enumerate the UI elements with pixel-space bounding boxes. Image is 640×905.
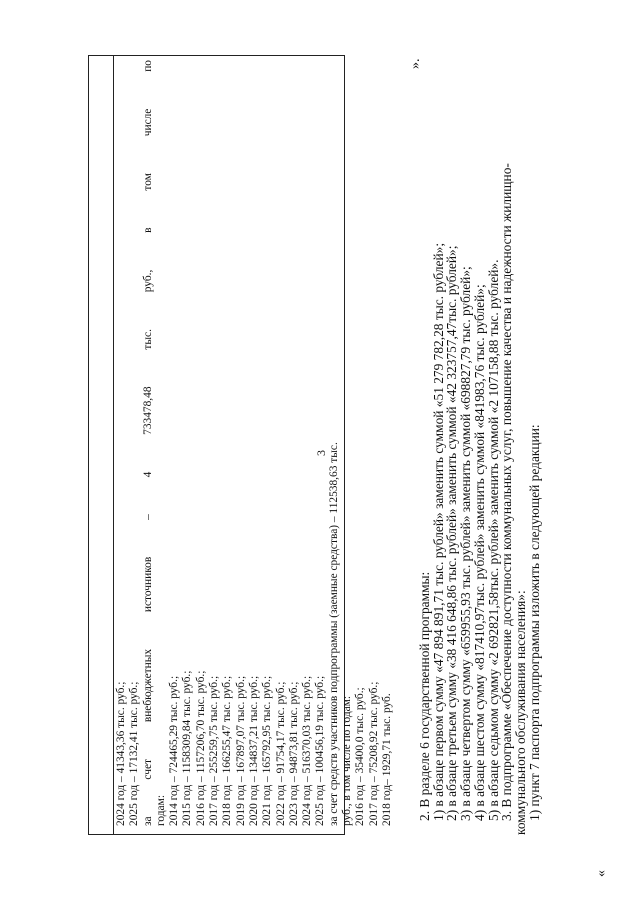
table-line: 2023 год – 94873,81 тыс. руб.; xyxy=(287,681,300,826)
paragraph-item-1: 1) в абзаце первом сумму «47 894 891,71 тыс. рублей» заменить суммой «51 279 782,28 тыс. рублей»; xyxy=(430,242,446,821)
document-body xyxy=(418,55,541,835)
closing-quote: ». xyxy=(408,58,423,69)
paragraph-item-5: 5) в абзаце седьмом сумму «2 692821,58тыс. рублей» заменить суммой «2 107158,88 тыс. рублей». xyxy=(485,259,501,821)
table-line: 2022 год – 91754,17 тыс. руб.; xyxy=(274,681,287,826)
paragraph-passport-item: 1) пункт 7 паспорта подпрограммы изложить в следующей редакции: xyxy=(526,424,542,821)
table-cell-financing xyxy=(113,56,394,834)
opening-quote: « xyxy=(594,870,609,877)
table-line: 2018 год – 166255,47 тыс. руб.; xyxy=(221,675,234,826)
table-line: 2020 год – 134837,21 тыс. руб.; xyxy=(247,675,260,826)
paragraph-section-6: 2. В разделе 6 государственной программы: xyxy=(417,571,432,821)
table-line: 2015 год – 1158309,84 тыс. руб.; xyxy=(181,670,194,826)
paragraph-item-4: 4) в абзаце шестом сумму «817410,97тыс. рублей» заменить суммой «841983,76 тыс. рублей»; xyxy=(471,284,487,821)
passport-table xyxy=(88,55,393,835)
table-line: 2025 год – 100456,19 тыс. руб.; xyxy=(314,675,327,826)
table-line: руб., в том числе по годам: xyxy=(341,695,354,826)
table-line: 2019 год – 167897,07 тыс. руб.; xyxy=(234,675,247,826)
paragraph-subprogram-cont: коммунального обслуживания населения»: xyxy=(512,590,528,835)
paragraph-item-3: 3) в абзаце четвертом сумму «659955,93 тыс. рублей» заменить суммой «698827,79 тыс. рублей»; xyxy=(458,266,474,821)
table-line: 2014 год – 724465,29 тыс. руб.; xyxy=(168,675,181,826)
table-line: 2018 год– 1929,71 тыс. руб. xyxy=(380,693,393,826)
table-line: 2016 год – 1157206,70 тыс. руб.; xyxy=(194,670,207,826)
paragraph-item-2: 2) в абзаце третьем сумму «38 416 648,86 тыс. рублей» заменить суммой «42 323757,47тыс. рублей»; xyxy=(444,245,460,821)
table-line: 2017 год – 75208,92 тыс. руб.; xyxy=(367,681,380,826)
table-line: 2024 год – 516370,03 тыс. руб.; xyxy=(301,675,314,826)
table-line: 2025 год – 17132,41 тыс. руб.; xyxy=(128,681,141,826)
table-line: 2016 год – 35400,0 тыс. руб.; xyxy=(354,687,367,826)
table-line: 2017 год – 255259,75 тыс. руб.; xyxy=(208,675,221,826)
page-number: 3 xyxy=(314,450,328,456)
table-line: 2021 год – 165792,95 тыс. руб.; xyxy=(261,675,274,826)
table-line: годам: xyxy=(154,795,167,826)
table-line: за счет средств участников подпрограммы (заемные средства) – 112538,63 тыс. xyxy=(327,442,340,826)
table-line: за счет внебюджетных источников – 4 733478,48 тыс. руб., в том числе по xyxy=(141,60,154,826)
table-line: 2024 год – 41343,36 тыс. руб.; xyxy=(115,681,127,826)
paragraph-subprogram: 3. В подпрограмме «Обеспечение доступности коммунальных услуг, повышение качества и надежности жилищно- xyxy=(499,163,515,821)
